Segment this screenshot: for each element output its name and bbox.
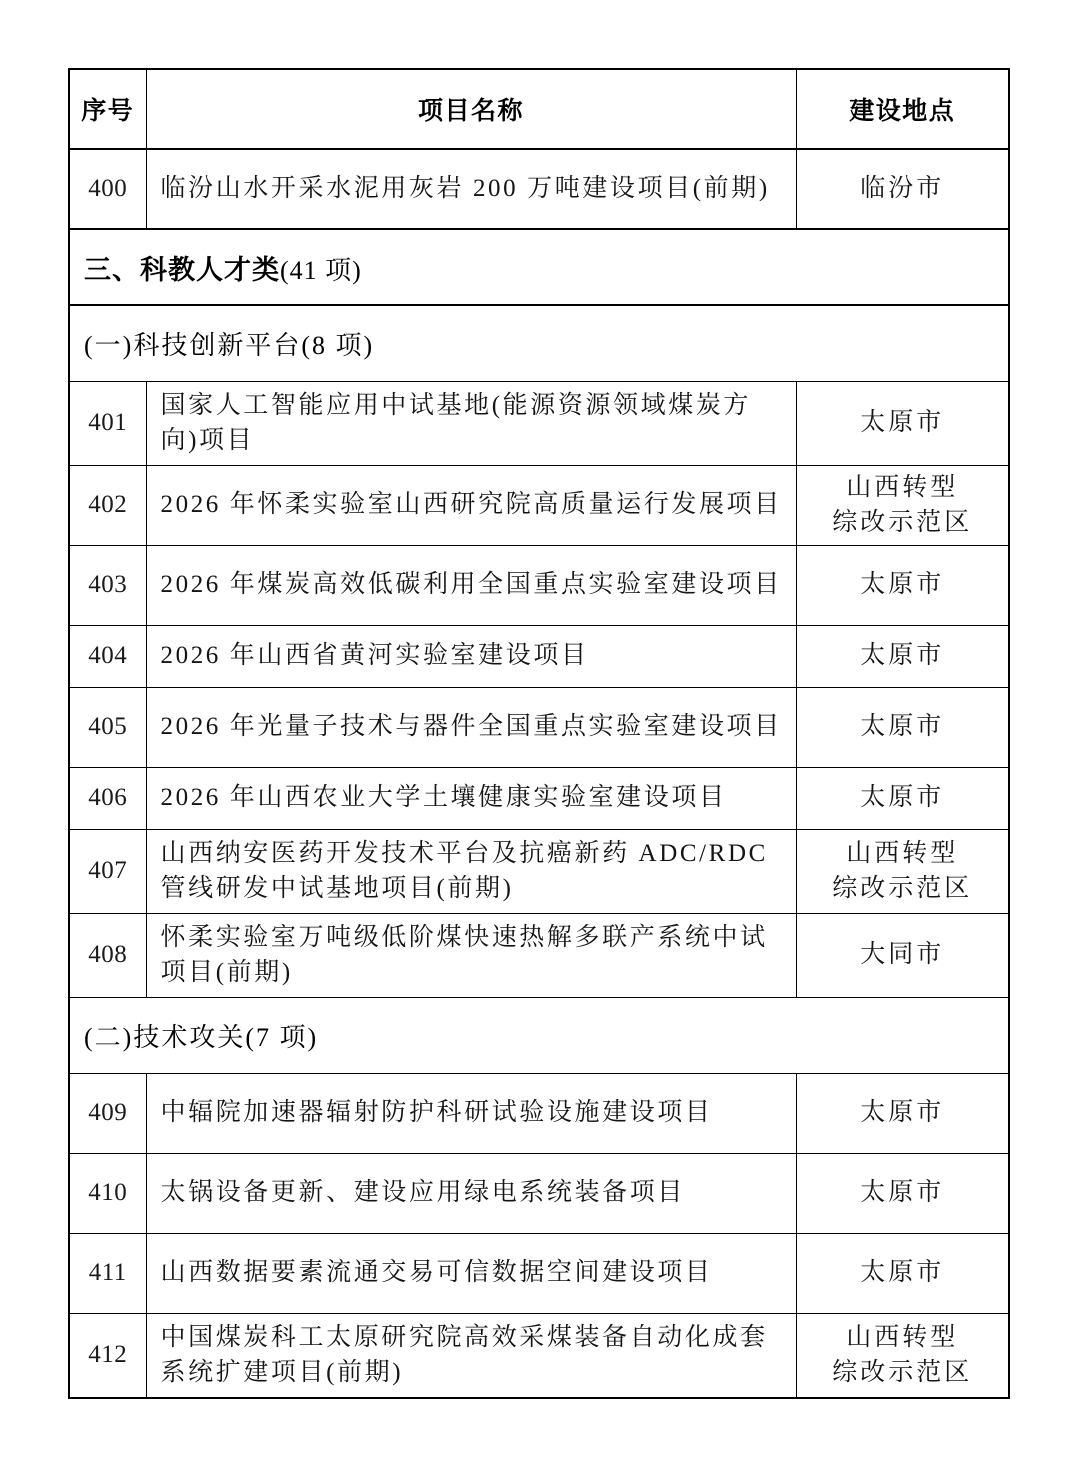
cell-project-name: 中辐院加速器辐射防护科研试验设施建设项目 [146, 1073, 796, 1153]
cell-location: 太原市 [796, 625, 1009, 687]
section-heading-row [69, 305, 1009, 381]
cell-location: 太原市 [796, 767, 1009, 829]
cell-location: 太原市 [796, 381, 1009, 465]
table-row [69, 1153, 1009, 1233]
cell-project-name: 临汾山水开采水泥用灰岩 200 万吨建设项目(前期) [146, 149, 796, 229]
table-row [69, 149, 1009, 229]
section-heading-text: 三、科教人才类 [84, 254, 280, 285]
cell-project-name: 2026 年光量子技术与器件全国重点实验室建设项目 [146, 687, 796, 767]
table-row [69, 913, 1009, 997]
cell-project-name: 国家人工智能应用中试基地(能源资源领域煤炭方向)项目 [146, 381, 796, 465]
table-head [69, 69, 1009, 149]
cell-location: 太原市 [796, 1073, 1009, 1153]
cell-number: 407 [69, 829, 146, 913]
section-heading-text: (二)技术攻关 [84, 1022, 246, 1052]
project-list-table [68, 68, 1010, 1399]
cell-project-name: 2026 年怀柔实验室山西研究院高质量运行发展项目 [146, 465, 796, 545]
cell-location: 太原市 [796, 1233, 1009, 1313]
cell-location: 山西转型 综改示范区 [796, 1313, 1009, 1398]
column-header-location: 建设地点 [796, 69, 1009, 149]
cell-number: 411 [69, 1233, 146, 1313]
cell-number: 408 [69, 913, 146, 997]
cell-number: 405 [69, 687, 146, 767]
cell-project-name: 中国煤炭科工太原研究院高效采煤装备自动化成套系统扩建项目(前期) [146, 1313, 796, 1398]
section-heading-count: (41 项) [280, 255, 362, 285]
table-row [69, 687, 1009, 767]
table-row [69, 545, 1009, 625]
cell-number: 406 [69, 767, 146, 829]
table-row [69, 1233, 1009, 1313]
column-header-number: 序号 [69, 69, 146, 149]
cell-project-name: 2026 年煤炭高效低碳利用全国重点实验室建设项目 [146, 545, 796, 625]
cell-project-name: 山西纳安医药开发技术平台及抗癌新药 ADC/RDC 管线研发中试基地项目(前期) [146, 829, 796, 913]
cell-project-name: 怀柔实验室万吨级低阶煤快速热解多联产系统中试项目(前期) [146, 913, 796, 997]
cell-location: 大同市 [796, 913, 1009, 997]
cell-project-name: 2026 年山西省黄河实验室建设项目 [146, 625, 796, 687]
cell-number: 403 [69, 545, 146, 625]
table-row [69, 767, 1009, 829]
section-heading-count: (8 项) [301, 330, 375, 360]
table-row [69, 625, 1009, 687]
cell-project-name: 山西数据要素流通交易可信数据空间建设项目 [146, 1233, 796, 1313]
cell-number: 402 [69, 465, 146, 545]
section-heading-count: (7 项) [245, 1022, 319, 1052]
cell-number: 409 [69, 1073, 146, 1153]
section-heading-cell [69, 305, 1009, 381]
table-body [69, 149, 1009, 1398]
section-heading-row [69, 997, 1009, 1073]
cell-location: 山西转型 综改示范区 [796, 465, 1009, 545]
column-header-project-name: 项目名称 [146, 69, 796, 149]
table-header-row [69, 69, 1009, 149]
cell-location: 太原市 [796, 545, 1009, 625]
table-row [69, 829, 1009, 913]
cell-project-name: 太锅设备更新、建设应用绿电系统装备项目 [146, 1153, 796, 1233]
section-heading-row [69, 229, 1009, 305]
cell-number: 400 [69, 149, 146, 229]
cell-number: 410 [69, 1153, 146, 1233]
table-row [69, 1313, 1009, 1398]
cell-number: 401 [69, 381, 146, 465]
table-row [69, 381, 1009, 465]
cell-location: 山西转型 综改示范区 [796, 829, 1009, 913]
cell-location: 太原市 [796, 687, 1009, 767]
table-row [69, 465, 1009, 545]
section-heading-cell [69, 229, 1009, 305]
table-row [69, 1073, 1009, 1153]
section-heading-text: (一)科技创新平台 [84, 330, 302, 360]
cell-number: 404 [69, 625, 146, 687]
section-heading-cell [69, 997, 1009, 1073]
cell-location: 临汾市 [796, 149, 1009, 229]
cell-location: 太原市 [796, 1153, 1009, 1233]
cell-project-name: 2026 年山西农业大学土壤健康实验室建设项目 [146, 767, 796, 829]
cell-number: 412 [69, 1313, 146, 1398]
